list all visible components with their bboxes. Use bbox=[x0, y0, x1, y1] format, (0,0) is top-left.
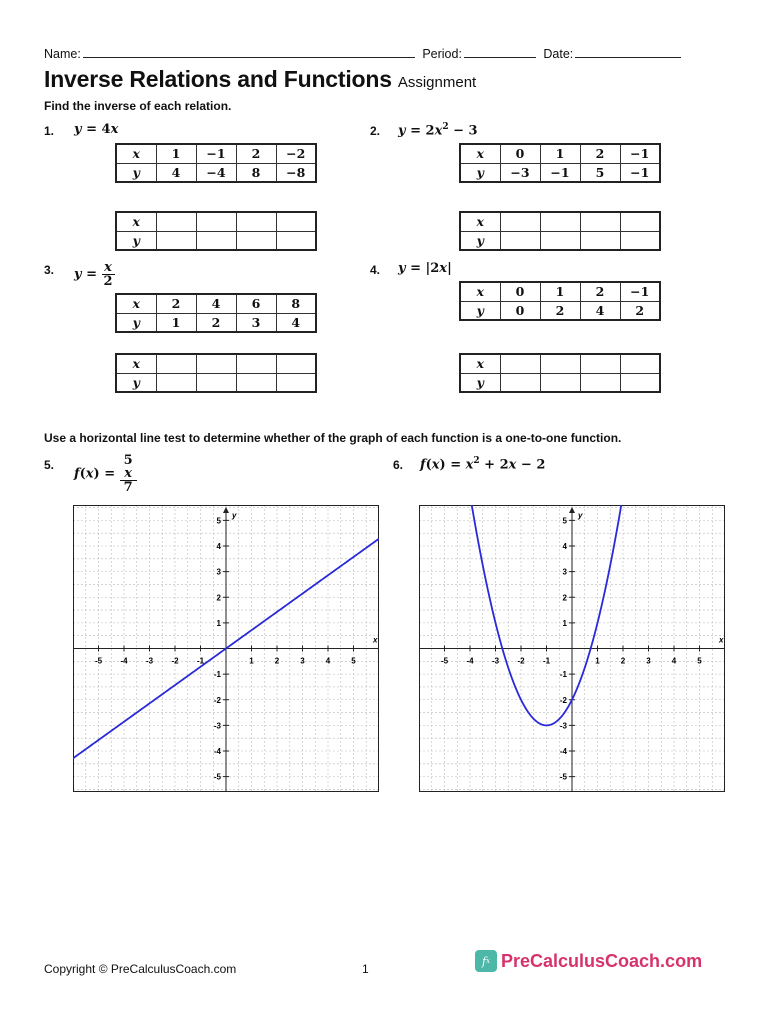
student-info-line bbox=[44, 46, 685, 61]
x-tick-label: -2 bbox=[517, 656, 525, 666]
x-tick-label: -4 bbox=[120, 656, 128, 666]
y-tick-label: -1 bbox=[213, 670, 221, 680]
x-tick-label: -3 bbox=[491, 656, 500, 666]
x-tick-label: -4 bbox=[466, 656, 474, 666]
date-label: Date: bbox=[543, 47, 574, 61]
x-axis-label: x bbox=[719, 635, 724, 645]
y-tick-label: 5 bbox=[562, 516, 567, 526]
y-axis-arrow bbox=[223, 507, 229, 513]
y-tick-label: 4 bbox=[562, 542, 567, 551]
copyright-text: Copyright © PreCalculusCoach.com bbox=[44, 962, 237, 976]
y-tick-label: 2 bbox=[216, 593, 221, 603]
y-tick-label: -5 bbox=[559, 772, 567, 782]
y-tick-label: 3 bbox=[562, 567, 567, 577]
page-title bbox=[44, 66, 476, 93]
page-number: 1 bbox=[362, 962, 369, 976]
y-tick-label: -4 bbox=[559, 747, 567, 756]
y-axis-label: y bbox=[578, 511, 583, 520]
problem-6-number: 6. bbox=[393, 458, 404, 472]
y-tick-label: 4 bbox=[216, 542, 221, 551]
x-tick-label: -5 bbox=[94, 656, 103, 666]
y-tick-label: -3 bbox=[213, 721, 221, 731]
y-tick-label: 2 bbox=[562, 593, 567, 603]
brand-logo[interactable] bbox=[475, 950, 702, 972]
x-tick-label: 5 bbox=[351, 656, 356, 666]
x-tick-label: -2 bbox=[171, 656, 179, 666]
problem-4-table: x 0 1 2 −1 y 0 2 4 2 bbox=[459, 281, 661, 321]
y-tick-label: -5 bbox=[213, 772, 221, 782]
section1-instruction: Find the inverse of each relation. bbox=[44, 99, 232, 113]
x-tick-label: 2 bbox=[274, 656, 280, 666]
problem-5-graph bbox=[73, 505, 379, 792]
y-tick-label: 3 bbox=[216, 567, 221, 577]
y-tick-label: -4 bbox=[213, 747, 221, 756]
problem-3-answer-table[interactable]: x y bbox=[115, 353, 317, 393]
problem-2-equation: $y = 2x^2 - 3$ bbox=[398, 122, 478, 139]
x-tick-label: -3 bbox=[145, 656, 154, 666]
problem-5-equation: f(x) = 5 x 7 bbox=[74, 454, 137, 494]
y-tick-label: 1 bbox=[562, 618, 567, 628]
problem-6-equation: $f(x) = x^2 + 2x - 2$ bbox=[420, 456, 546, 473]
y-tick-label: -2 bbox=[559, 695, 567, 705]
y-axis-arrow bbox=[569, 507, 575, 513]
y-tick-label: -2 bbox=[213, 695, 221, 705]
x-tick-label: 1 bbox=[595, 656, 600, 666]
x-tick-label: -5 bbox=[440, 656, 449, 666]
y-tick-label: 1 bbox=[216, 618, 221, 628]
x-tick-label: 1 bbox=[249, 656, 254, 666]
x-tick-label: 4 bbox=[671, 656, 677, 666]
problem-1-table: x 1 −1 2 −2 y 4 −4 8 −8 bbox=[115, 143, 317, 183]
x-tick-label: -1 bbox=[196, 656, 205, 666]
title-sub: Assignment bbox=[397, 74, 477, 91]
period-label: Period: bbox=[422, 47, 462, 61]
y-axis-label: y bbox=[232, 511, 237, 520]
name-label: Name: bbox=[44, 47, 81, 61]
problem-4-equation: y = |2x| bbox=[398, 261, 452, 276]
x-axis-label: x bbox=[373, 635, 378, 645]
problem-6-graph bbox=[419, 505, 725, 792]
title-main: Inverse Relations and Functions bbox=[44, 66, 392, 92]
y-tick-label: 5 bbox=[216, 516, 221, 526]
problem-3-number: 3. bbox=[44, 263, 55, 277]
logo-text: PreCalculusCoach.com bbox=[501, 950, 703, 971]
problem-4-number: 4. bbox=[370, 263, 381, 277]
x-tick-label: 2 bbox=[620, 656, 626, 666]
x-tick-label: 5 bbox=[697, 656, 702, 666]
problem-2-table: x 0 1 2 −1 y −3 −1 5 −1 bbox=[459, 143, 661, 183]
problem-3-equation: y = $\frac{x}{2}$ bbox=[74, 260, 113, 289]
f-x-icon: f x bbox=[475, 950, 497, 972]
problem-1-answer-table[interactable]: x y bbox=[115, 211, 317, 251]
x-tick-label: -1 bbox=[542, 656, 551, 666]
x-tick-label: 4 bbox=[325, 656, 331, 666]
problem-4-answer-table[interactable]: x y bbox=[459, 353, 661, 393]
x-tick-label: 3 bbox=[646, 656, 651, 666]
problem-2-number: 2. bbox=[370, 124, 381, 138]
section2-instruction: Use a horizontal line test to determine whether of the graph of each function is a one-to-one function. bbox=[44, 431, 622, 445]
problem-1-number: 1. bbox=[44, 124, 55, 138]
x-tick-label: 3 bbox=[300, 656, 305, 666]
problem-2-answer-table[interactable]: x y bbox=[459, 211, 661, 251]
problem-1-equation: y = 4x bbox=[74, 122, 119, 137]
problem-5-number: 5. bbox=[44, 458, 55, 472]
y-tick-label: -1 bbox=[559, 670, 567, 680]
date-field[interactable] bbox=[575, 46, 681, 58]
problem-3-table: x 2 4 6 8 y 1 2 3 4 bbox=[115, 293, 317, 333]
period-field[interactable] bbox=[464, 46, 536, 58]
y-tick-label: -3 bbox=[559, 721, 567, 731]
name-field[interactable] bbox=[83, 46, 415, 58]
